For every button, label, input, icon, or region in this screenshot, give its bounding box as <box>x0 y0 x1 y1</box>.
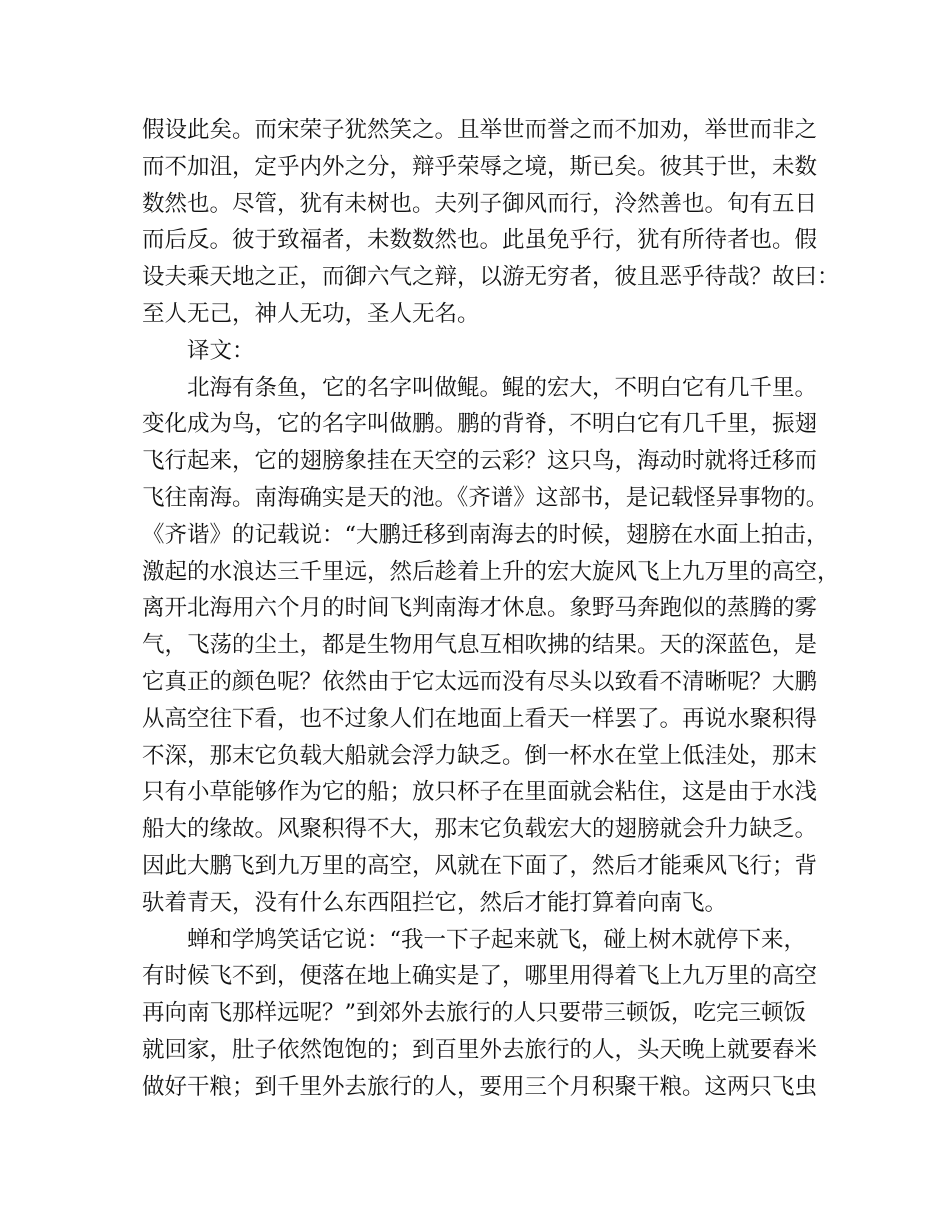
text-line: 飞往南海。南海确实是天的池。《齐谱》这部书，是记载怪异事物的。 <box>142 484 829 511</box>
text-line: 北海有条鱼，它的名字叫做鲲。鲲的宏大，不明白它有几千里。 <box>187 374 818 401</box>
text-line: 变化成为鸟，它的名字叫做鹏。鹏的背脊，不明白它有几千里，振翅 <box>142 411 818 438</box>
text-line: 设夫乘天地之正，而御六气之辩，以游无穷者，彼且恶乎待哉？故曰： <box>142 264 840 291</box>
text-line: 蝉和学鸠笑话它说：“我一下子起来就飞，碰上树木就停下来， <box>187 926 807 953</box>
text-line: 数然也。尽管，犹有未树也。夫列子御风而行，泠然善也。旬有五日 <box>142 190 818 217</box>
text-line: 激起的水浪达三千里远，然后趁着上升的宏大旋风飞上九万里的高空， <box>142 558 840 585</box>
text-line: 再向南飞那样远呢？”到郊外去旅行的人只要带三顿饭，吃完三顿饭 <box>142 1000 807 1027</box>
text-line: 就回家，肚子依然饱饱的；到百里外去旅行的人，头天晚上就要舂米 <box>142 1036 818 1063</box>
text-line: 从高空往下看，也不过象人们在地面上看天一样罢了。再说水聚积得 <box>142 705 818 732</box>
text-line: 它真正的颜色呢？依然由于它太远而没有尽头以致看不清晰呢？大鹏 <box>142 668 818 695</box>
text-line: 而后反。彼于致福者，未数数然也。此虽免乎行，犹有所待者也。假 <box>142 227 818 254</box>
text-line: 译文： <box>187 337 255 364</box>
body-text <box>142 112 840 1106</box>
text-line: 因此大鹏飞到九万里的高空，风就在下面了，然后才能乘风飞行；背 <box>142 852 818 879</box>
text-line: 气，飞荡的尘土，都是生物用气息互相吹拂的结果。天的深蓝色，是 <box>142 632 818 659</box>
text-line: 飞行起来，它的翅膀象挂在天空的云彩？这只鸟，海动时就将迁移而 <box>142 448 818 475</box>
text-line: 至人无己，神人无功，圣人无名。 <box>142 300 480 327</box>
text-line: 而不加沮，定乎内外之分，辩乎荣辱之境，斯已矣。彼其于世，未数 <box>142 153 818 180</box>
text-line: 《齐谐》的记载说：“大鹏迁移到南海去的时候，翅膀在水面上拍击， <box>142 521 829 548</box>
text-line: 只有小草能够作为它的船；放只杯子在里面就会粘住，这是由于水浅 <box>142 779 818 806</box>
text-line: 不深，那末它负载大船就会浮力缺乏。倒一杯水在堂上低洼处，那末 <box>142 742 818 769</box>
text-line: 船大的缘故。风聚积得不大，那末它负载宏大的翅膀就会升力缺乏。 <box>142 816 818 843</box>
text-line: 驮着青天，没有什么东西阻拦它，然后才能打算着向南飞。 <box>142 889 728 916</box>
text-line: 离开北海用六个月的时间飞判南海才休息。象野马奔跑似的蒸腾的雾 <box>142 595 818 622</box>
text-line: 做好干粮；到千里外去旅行的人，要用三个月积聚干粮。这两只飞虫 <box>142 1073 818 1100</box>
text-line: 有时候飞不到，便落在地上确实是了，哪里用得着飞上九万里的高空 <box>142 963 818 990</box>
text-line: 假设此矣。而宋荣子犹然笑之。且举世而誉之而不加劝，举世而非之 <box>142 117 818 143</box>
